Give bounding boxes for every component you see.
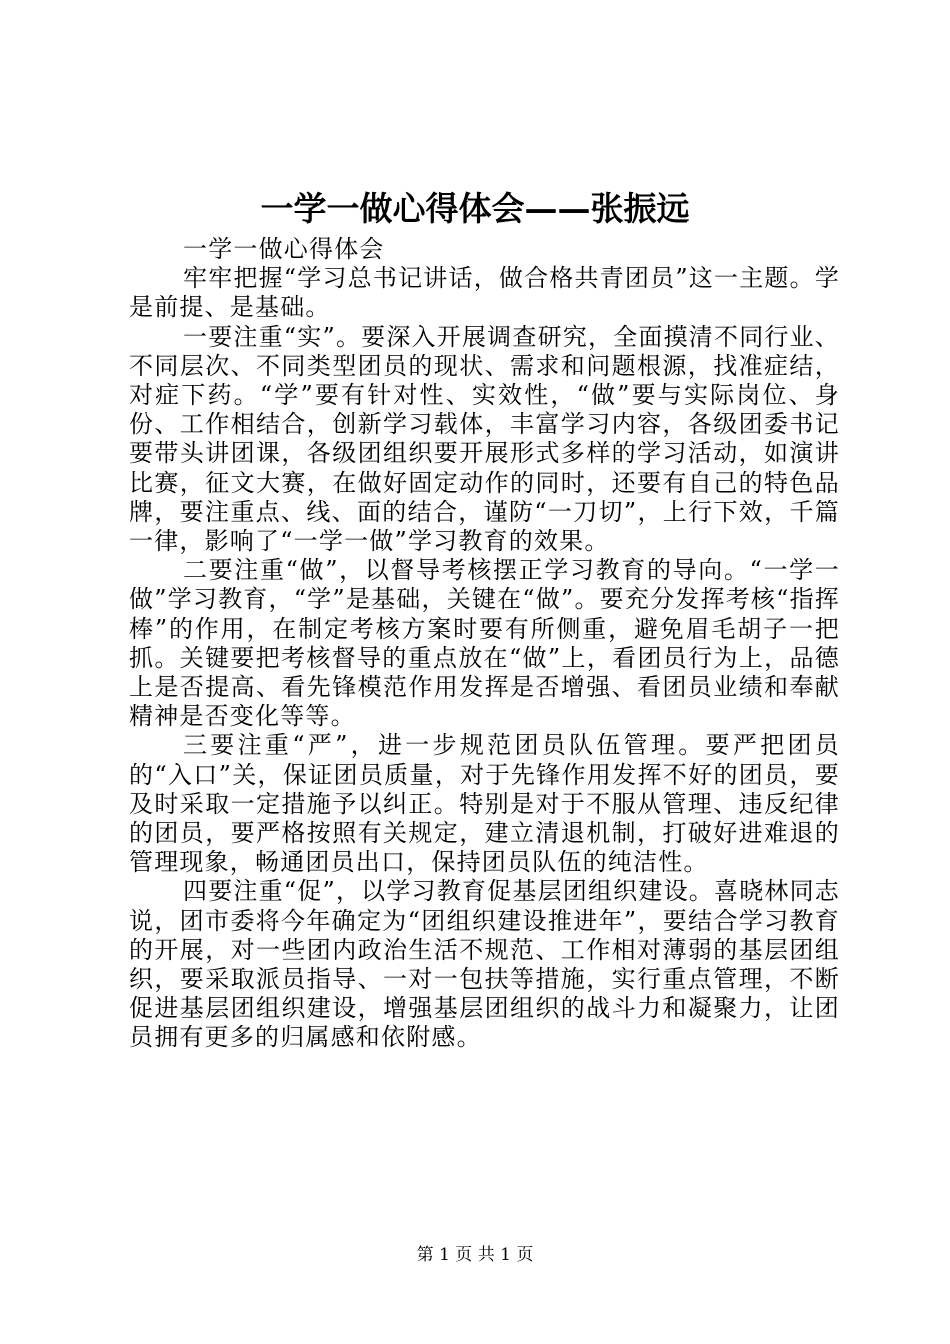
paragraph-point-four: 四要注重“促”，以学习教育促基层团组织建设。喜晓林同志说，团市委将今年确定为“团组织建设推进年”，要结合学习教育的开展，对一些团内政治生活不规范、工作相对薄弱的基层团组织，要采取派员指导、一对一包扶等措施，实行重点管理，不断促进基层团组织建设，增强基层团组织的战斗力和凝聚力，让团员拥有更多的归属感和依附感。 — [129, 877, 840, 1052]
paragraph-point-three: 三要注重“严”，进一步规范团员队伍管理。要严把团员的“入口”关，保证团员质量，对于先锋作用发挥不好的团员，要及时采取一定措施予以纠正。特别是对于不服从管理、违反纪律的团员，要严格按照有关规定，建立清退机制，打破好进难退的管理现象，畅通团员出口，保持团员队伍的纯洁性。 — [129, 731, 840, 877]
document-title: 一学一做心得体会——张振远 — [260, 189, 690, 228]
page-number-footer: 第 1 页 共 1 页 — [416, 1245, 534, 1265]
paragraph-intro: 牢牢把握“学习总书记讲话，做合格共青团员”这一主题。学是前提、是基础。 — [129, 264, 840, 322]
paragraph-subtitle: 一学一做心得体会 — [183, 235, 385, 263]
document-body — [129, 235, 840, 1053]
paragraph-point-two: 二要注重“做”，以督导考核摆正学习教育的导向。“一学一做”学习教育，“学”是基础，关键在“做”。要充分发挥考核“指挥棒”的作用，在制定考核方案时要有所侧重，避免眉毛胡子一把抓。关键要把考核督导的重点放在“做”上，看团员行为上，品德上是否提高、看先锋模范作用发挥是否增强、看团员业绩和奉献精神是否变化等等。 — [129, 556, 840, 731]
paragraph-point-one: 一要注重“实”。要深入开展调查研究，全面摸清不同行业、不同层次、不同类型团员的现状、需求和问题根源，找准症结，对症下药。“学”要有针对性、实效性，“做”要与实际岗位、身份、工作相结合，创新学习载体，丰富学习内容，各级团委书记要带头讲团课，各级团组织要开展形式多样的学习活动，如演讲比赛，征文大赛，在做好固定动作的同时，还要有自己的特色品牌，要注重点、线、面的结合，谨防“一刀切”，上行下效，千篇一律，影响了“一学一做”学习教育的效果。 — [129, 322, 840, 556]
